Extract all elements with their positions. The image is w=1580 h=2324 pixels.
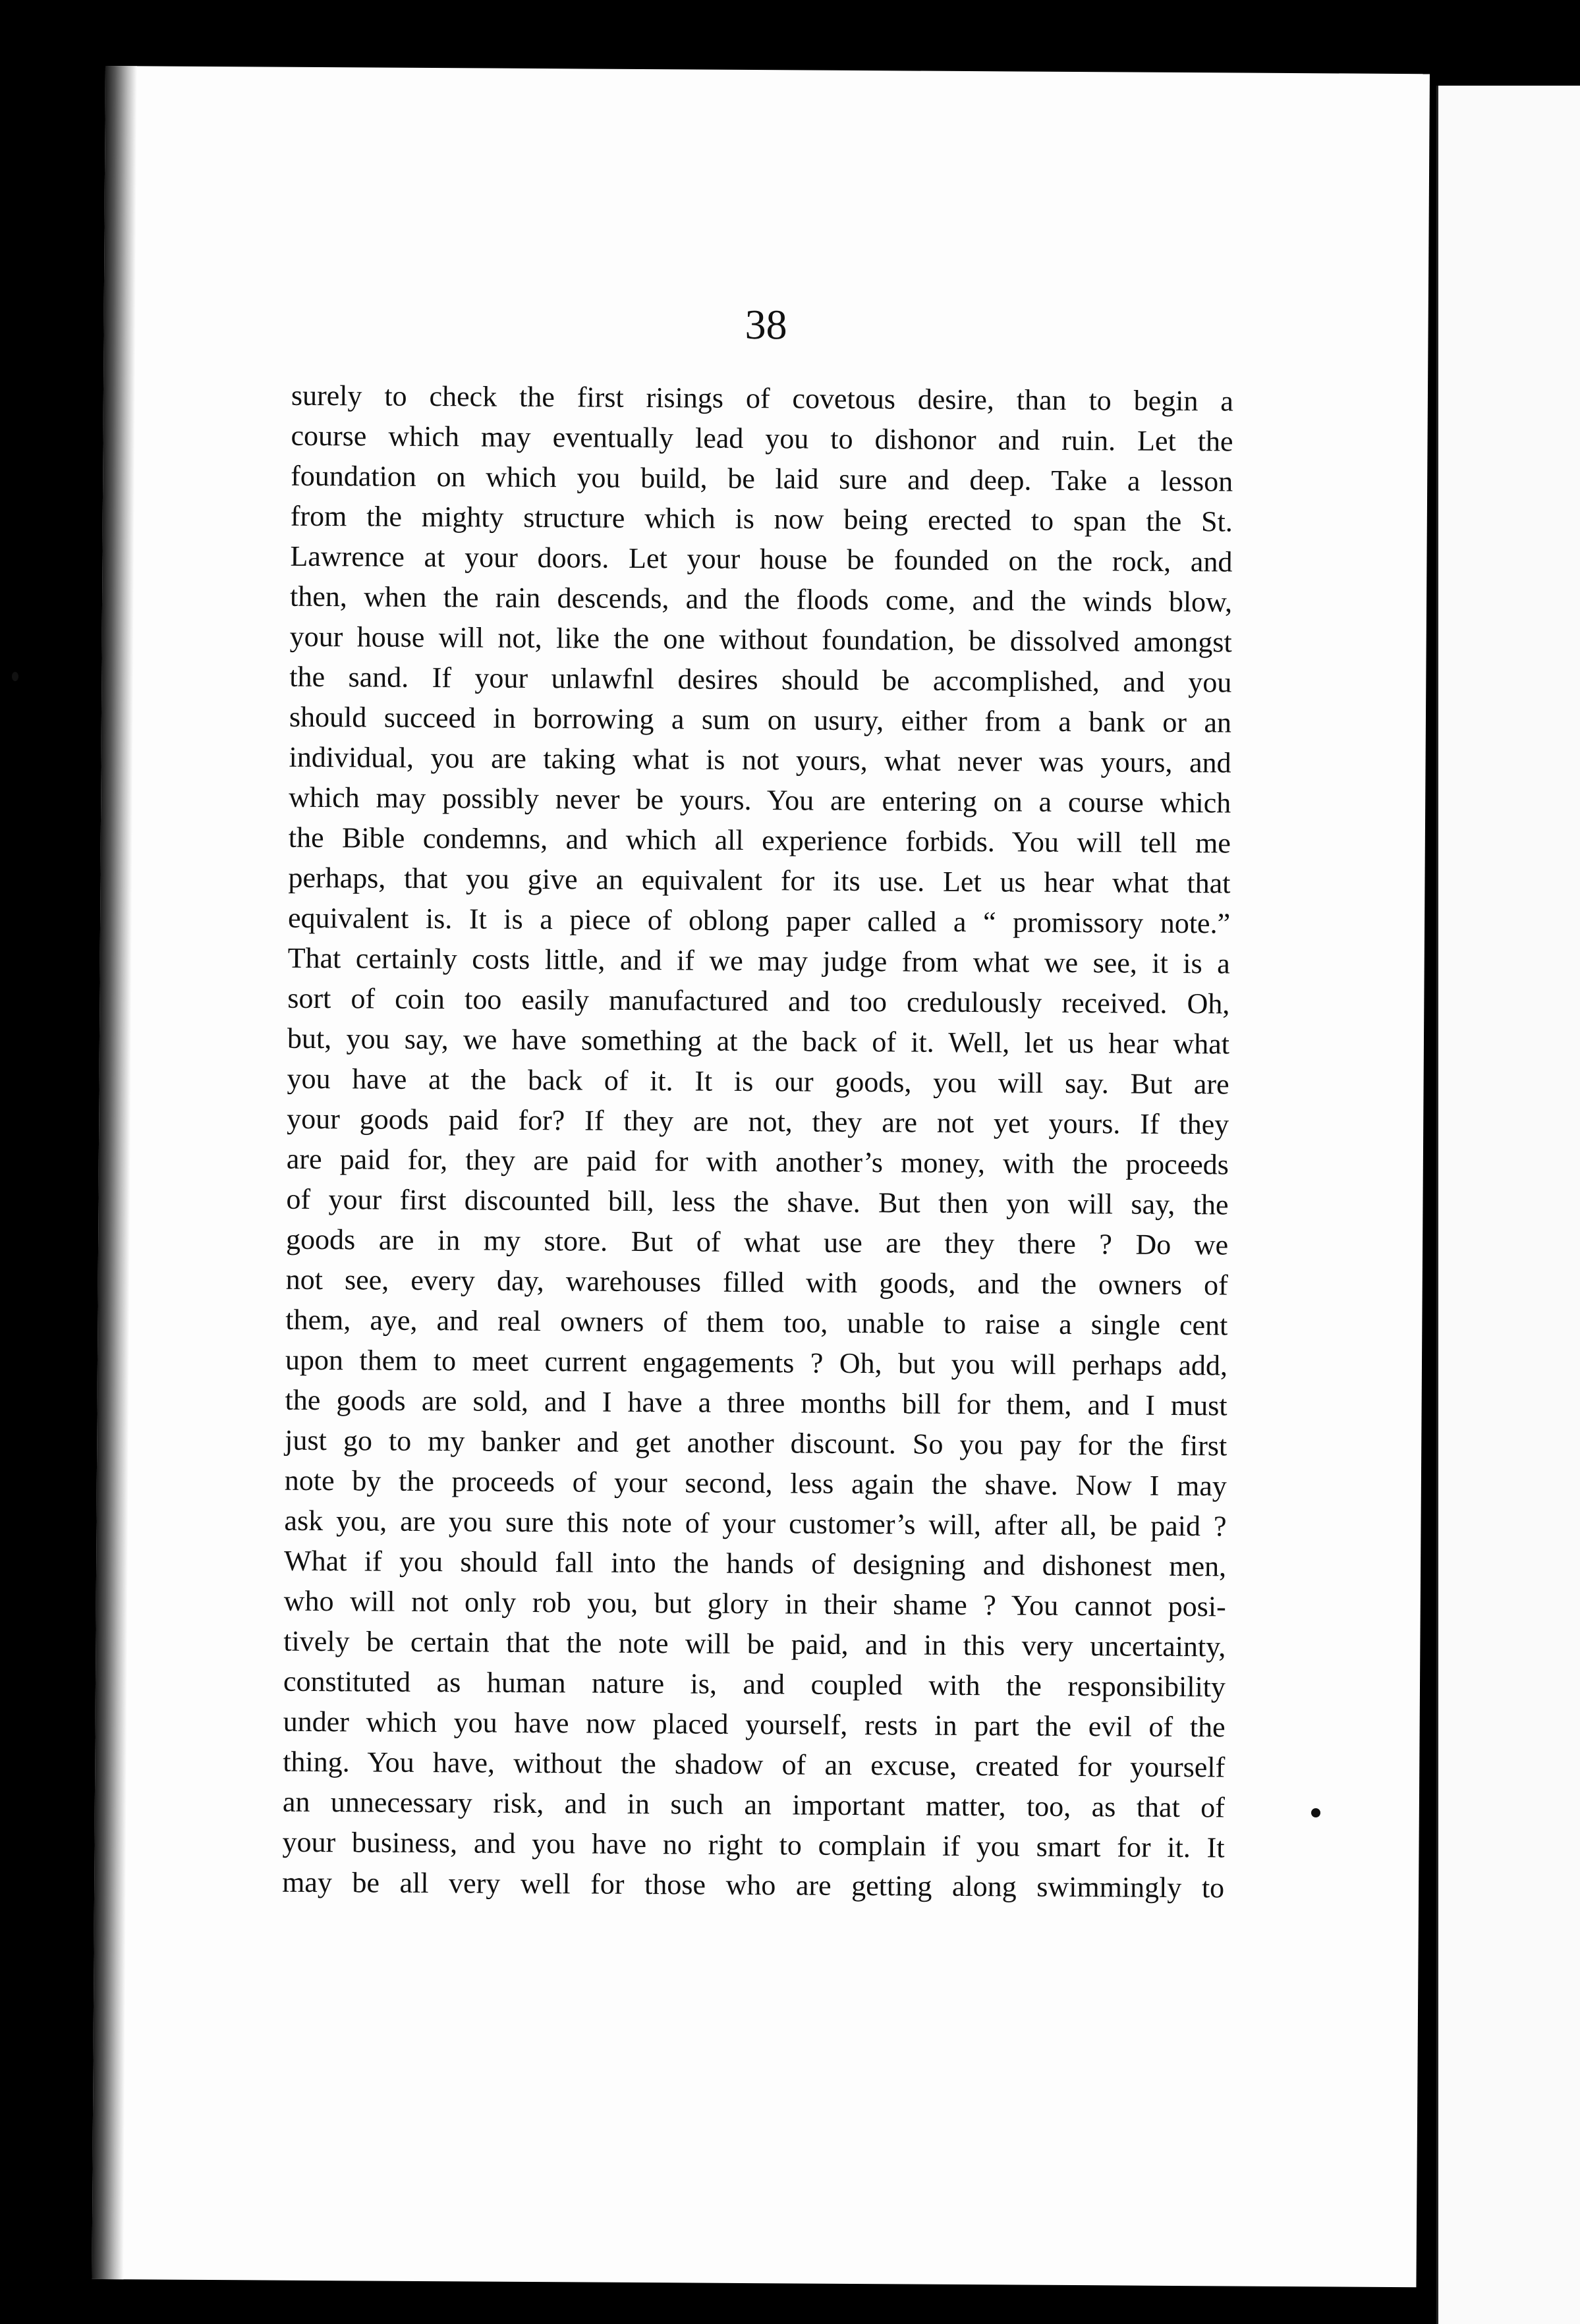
text-line: ask you, are you sure this note of your customer’s will, after all, be paid ? <box>284 1504 1227 1543</box>
text-line: thing. You have, without the shadow of an excuse, created for yourself <box>283 1745 1226 1784</box>
text-line: perhaps, that you give an equivalent for its use. Let us hear what that <box>288 861 1231 900</box>
page-number: 38 <box>745 300 787 348</box>
text-line: just go to my banker and get another discount. So you pay for the first <box>285 1424 1227 1462</box>
book-page <box>92 66 1429 2287</box>
text-line: course which may eventually lead you to dishonor and ruin. Let the <box>291 419 1233 458</box>
text-line: are paid for, they are paid for with another’s money, with the proceeds <box>286 1142 1229 1181</box>
text-line: who will not only rob you, but glory in their shame ? You cannot posi- <box>283 1584 1226 1623</box>
text-line: tively be certain that the note will be paid, and in this very uncertainty, <box>283 1624 1226 1663</box>
text-line: you have at the back of it. It is our goods, you will say. But are <box>287 1062 1229 1101</box>
text-line: What if you should fall into the hands of designing and dishonest men, <box>283 1544 1227 1583</box>
text-line: equivalent is. It is a piece of oblong paper called a “ promissory note.” <box>287 901 1231 940</box>
scan-speck <box>1311 1808 1320 1817</box>
text-line: foundation on which you build, be laid sure and deep. Take a lesson <box>291 459 1233 498</box>
text-line: your house will not, like the one without foundation, be dissolved amongst <box>289 620 1232 659</box>
text-line: That certainly costs little, and if we may judge from what we see, it is a <box>287 941 1230 980</box>
text-line: your goods paid for? If they are not, they are not yet yours. If they <box>287 1102 1229 1141</box>
facing-page-edge <box>1436 86 1580 2324</box>
text-line: goods are in my store. But of what use are they there ? Do we <box>285 1223 1229 1261</box>
binding-shadow <box>92 66 137 2279</box>
text-line: the Bible condemns, and which all experience forbids. You will tell me <box>288 821 1231 860</box>
text-line: of your first discounted bill, less the shave. But then yon will say, the <box>286 1182 1229 1221</box>
text-line: not see, every day, warehouses filled with goods, and the owners of <box>285 1263 1228 1302</box>
text-line: then, when the rain descends, and the floods come, and the winds blow, <box>289 580 1233 619</box>
text-line: the sand. If your unlawfnl desires should be accomplished, and you <box>289 660 1232 699</box>
text-line: which may possibly never be yours. You are entering on a course which <box>289 781 1231 819</box>
text-line: the goods are sold, and I have a three months bill for them, and I must <box>285 1383 1227 1422</box>
text-line: them, aye, and real owners of them too, unable to raise a single cent <box>285 1303 1228 1342</box>
body-text <box>282 375 1233 1908</box>
text-line: under which you have now placed yourself, rests in part the evil of the <box>283 1705 1226 1744</box>
text-line: an unnecessary risk, and in such an important matter, too, as that of <box>282 1785 1226 1824</box>
text-line: note by the proceeds of your second, less again the shave. Now I may <box>284 1464 1227 1503</box>
text-line: but, you say, we have something at the back of it. Well, let us hear what <box>287 1022 1230 1061</box>
text-line: individual, you are taking what is not yours, what never was yours, and <box>289 740 1231 779</box>
scan-speck <box>12 672 18 681</box>
text-line: should succeed in borrowing a sum on usury, either from a bank or an <box>289 700 1232 739</box>
text-line: your business, and you have no right to complain if you smart for it. It <box>282 1825 1225 1864</box>
text-line: from the mighty structure which is now being erected to span the St. <box>290 499 1233 538</box>
text-line: upon them to meet current engagements ? Oh, but you will perhaps add, <box>285 1343 1228 1382</box>
text-line: sort of coin too easily manufactured and too credulously received. Oh, <box>287 982 1230 1020</box>
text-line: Lawrence at your doors. Let your house be founded on the rock, and <box>290 540 1233 578</box>
text-line: may be all very well for those who are getting along swimmingly to <box>282 1866 1225 1904</box>
text-line: constituted as human nature is, and coupled with the responsibility <box>283 1665 1226 1703</box>
text-line: surely to check the first risings of covetous desire, than to begin a <box>291 379 1234 418</box>
